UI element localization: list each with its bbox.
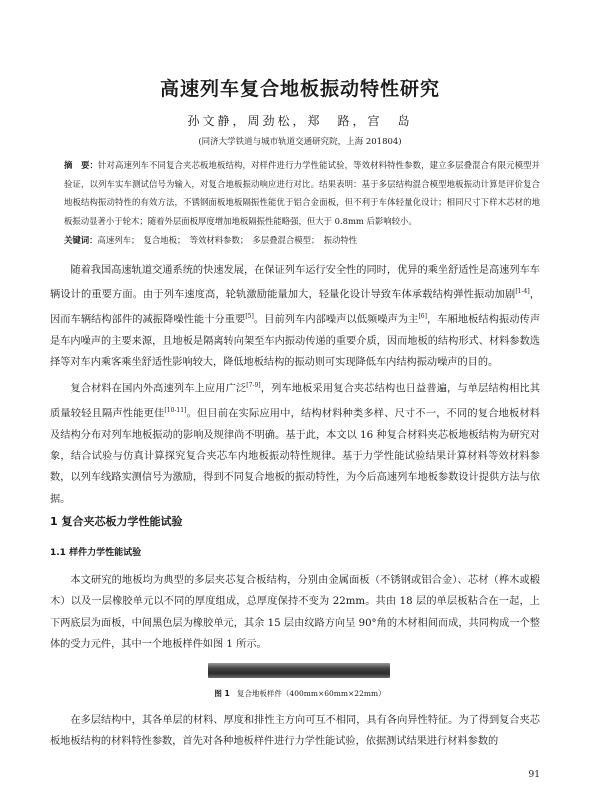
figure-caption (0, 688, 600, 699)
authors: 孙文静，周劲松，郑 路，宫 岛 (187, 114, 413, 128)
para1-text-b: ，因而车辆结构部件的减振降噪性能十分重要 (50, 289, 540, 326)
citation: [6] (418, 313, 427, 321)
section-paragraph-2: 在多层结构中，其各单层的材料、厚度和排性主方向可互不相同，具有各向异性特征。为了得到复合夹芯板地板结构的材料特性参数，首先对各种地板样件进行力学性能试验，依据测试结果进行材料参数的 (50, 715, 540, 748)
citation: [5] (245, 313, 254, 321)
affiliation: (同济大学铁道与城市轨道交通研究院，上海 201804) (198, 137, 402, 147)
intro-paragraph-2 (50, 375, 540, 510)
para2-text-a: 复合材料在国内外高速列车上应用广泛 (70, 383, 247, 395)
citation: [7-9] (246, 382, 261, 389)
keywords-text: 高速列车； 复合地板； 等效材料参数； 多层叠混合模型； 振动特性 (97, 235, 358, 245)
figure-caption-text: 复合地板样件（400mm×60mm×22mm） (236, 689, 386, 698)
intro-paragraph-1 (50, 260, 540, 374)
para1-text-c: 。目前列车内部噪声以低频噪声为主 (253, 314, 419, 326)
keywords-label: 关键词： (64, 235, 98, 245)
para1-text-a: 随着我国高速轨道交通系统的快速发展，在保证列车运行安全性的同时，优异的乘坐舒适性是高速列车车辆设计的重要方面。由于列车速度高，轮轨激励能量加大，轻量化设计导致车体承载结构弹性振动加剧 (50, 265, 540, 301)
citation: [10-11] (164, 406, 187, 414)
para1-text-d: ，车厢地板结构振动传声是车内噪声的主要来源，且地板是隔离转向架至车内振动传递的重要介质，因而地板的结构形式、材料参数选择等对车内乘客乘坐舒适性影响较大，降低地板结构的振动则可实现降低车内结构振动噪声的目的。 (50, 314, 541, 369)
section-heading-1: 1 复合夹芯板力学性能试验 (50, 515, 183, 528)
paper-title: 高速列车复合地板振动特性研究 (159, 78, 440, 100)
floor-specimen-image (208, 663, 390, 678)
para2-text-b: ，列车地板采用复合夹芯结构也日益普遍，与单层结构相比其质量较轻且隔声性能更佳 (50, 383, 541, 420)
subsection-heading-1-1: 1.1 样件力学性能试验 (50, 548, 142, 558)
citation: [1-4] (515, 288, 530, 296)
keywords (64, 234, 540, 246)
abstract (64, 156, 540, 230)
figure-label: 图 1 (214, 689, 230, 698)
abstract-label: 摘 要： (64, 160, 99, 170)
abstract-text: 针对高速列车不同复合夹芯板地板结构，对样件进行力学性能试验，等效材料特性参数，建立多层叠混合有限元模型并验证，以列车实车测试信号为输入，对复合地板振动响应进行对比。结果表明：基于多层结构混合模型地板振动计算是评价复合地板结构振动特性的有效方法，不锈钢面板地板隔振性能优于铝合金面板，但不利于车体轻量化设计；相同尺寸下样木芯材的地板振动显著小于轮木；随着外层面板厚度增加地板隔振性能略强，但大于 0.8mm 后影响较小。 (64, 160, 541, 226)
page-number: 91 (528, 770, 540, 780)
para2-text-c: 。但目前在实际应用中，结构材料种类多样、尺寸不一，不同的复合地板材料及结构分布对列车地板振动的影响及规律尚不明确。基于此，本文以 16 种复合材料夹芯板地板结构为研究对象，结合试验与仿真计算探究复合夹芯车内地板振动特性规律。基于力学性能试验结果计算材料等效材料参数，以列车线路实测信号为激励，得到不同复合地板的振动特性，为今后高速列车地板参数设计提供方法与依据。 (50, 408, 540, 505)
section-paragraph-1: 本文研究的地板均为典型的多层夹芯复合板结构，分别由金属面板（不锈钢或铝合金）、芯材（桦木或椴木）以及一层橡胶单元以不同的厚度组成，总厚度保持不变为 22mm。共由 18 层的单层板粘合在一起，上下两底层为面板，中间黑色层为橡胶单元，其余 15 层由纹路方向呈 90°角的木材相间而成，共同构成一个整体的受力元件，其中一个地板样件如图 1 所示。 (50, 575, 540, 651)
